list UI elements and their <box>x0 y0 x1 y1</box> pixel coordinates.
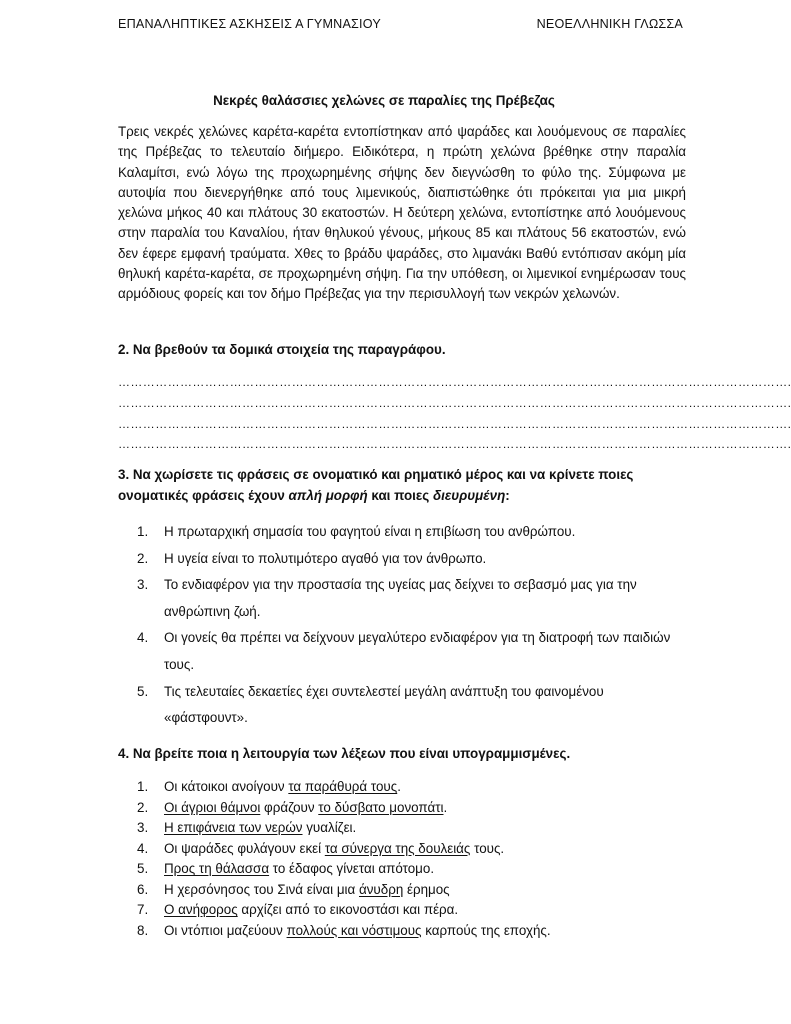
header-left: ΕΠΑΝΑΛΗΠΤΙΚΕΣ ΑΣΚΗΣΕΙΣ Α ΓΥΜΝΑΣΙΟΥ <box>118 17 381 31</box>
item-text: καρπούς της εποχής. <box>421 922 551 938</box>
list-item <box>137 625 689 678</box>
item-number: 1. <box>137 779 149 794</box>
q3-heading-text: : <box>505 487 510 503</box>
q2-heading: 2. Να βρεθούν τα δομικά στοιχεία της παραγράφου. <box>118 342 446 357</box>
item-text: τους. <box>470 840 505 856</box>
article-body: Τρεις νεκρές χελώνες καρέτα-καρέτα εντοπίστηκαν από ψαράδες και λουόμενους σε παραλίες της Πρέβεζας το τελευταίο διήμερο. Ειδικότερα, η πρώτη χελώνα βρέθηκε στην παραλία Καλαμίτσι, ενώ λόγω της προχωρημένης σήψης δεν διεγνώσθη το φύλο της. Σύμφωνα με αυτοψία που διενεργήθηκε από τους λιμενικούς, διαπιστώθηκε ότι πρόκειται για μια μικρή χελώνα μήκος 40 και πλάτους 30 εκατοστών. Η δεύτερη χελώνα, εντοπίστηκε από λουόμενους στην παραλία του Καναλίου, ήταν θηλυκού γένους, μήκους 85 και πλάτους 56 εκατοστών, ενώ δεν έφερε εμφανή τραύματα. Χθες το βράδυ ψαράδες, στο λιμανάκι Βαθύ εντόπισαν ακόμη μία θηλυκή καρέτα-καρέτα, σε προχωρημένη σήψη. Για την υπόθεση, οι λιμενικοί ενημέρωσαν τους αρμόδιους φορείς και τον δήμο Πρέβεζας για την περισυλλογή των νεκρών χελωνών. <box>118 124 686 302</box>
underlined-phrase: πολλούς και νόστιμους <box>286 922 422 938</box>
q4-list <box>137 777 689 941</box>
item-text: αρχίζει από το εικονοστάσι και πέρα. <box>237 902 459 917</box>
q3-heading <box>118 465 688 506</box>
q4-heading: 4. Να βρείτε ποια η λειτουργία των λέξεων που είναι υπογραμμισμένες. <box>118 746 571 761</box>
list-item <box>137 880 689 901</box>
q3-heading-emphasis: απλή μορφή <box>288 487 368 503</box>
list-item <box>137 818 689 839</box>
list-item <box>137 900 689 921</box>
item-number: 1. <box>137 524 149 539</box>
item-number: 2. <box>137 799 149 815</box>
item-text: Οι ντόπιοι μαζεύουν <box>164 922 287 938</box>
item-text: το έδαφος γίνεται απότομο. <box>269 861 435 876</box>
item-number: 5. <box>137 861 149 876</box>
item-number: 8. <box>137 922 149 938</box>
underlined-phrase: το δύσβατο μονοπάτι <box>318 799 444 815</box>
underlined-phrase: τα σύνεργα της δουλειάς <box>324 840 471 856</box>
header-right: ΝΕΟΕΛΛΗΝΙΚΗ ΓΛΩΣΣΑ <box>536 17 683 31</box>
item-text: Οι γονείς θα πρέπει να δείχνουν μεγαλύτερο ενδιαφέρον για τη διατροφή των παιδιών τους. <box>164 630 671 672</box>
list-item <box>137 777 689 798</box>
answer-line[interactable]: ………………………………………………………………………………………………………………………………………………. <box>118 396 791 410</box>
answer-line[interactable]: ………………………………………………………………………………………………………………………………………………. <box>118 437 791 451</box>
list-item <box>137 519 689 546</box>
list-item <box>137 839 689 860</box>
item-number: 2. <box>137 550 149 566</box>
list-item <box>137 798 689 819</box>
list-item <box>137 859 689 880</box>
q3-heading-emphasis: διευρυμένη <box>432 487 506 503</box>
list-item <box>137 572 689 625</box>
answer-line[interactable]: ………………………………………………………………………………………………………………………………………………. <box>118 417 791 431</box>
page-header <box>118 17 683 31</box>
underlined-phrase: άνυδρη <box>358 881 404 897</box>
item-text: Η υγεία είναι το πολυτιμότερο αγαθό για τον άνθρωπο. <box>164 550 487 566</box>
item-text: Η πρωταρχική σημασία του φαγητού είναι η επιβίωση του ανθρώπου. <box>164 524 576 539</box>
item-text: γυαλίζει. <box>302 820 357 835</box>
article-title: Νεκρές θαλάσσιες χελώνες σε παραλίες της Πρέβεζας <box>213 93 555 108</box>
list-item <box>137 921 689 942</box>
item-text: έρημος <box>403 881 450 897</box>
item-number: 3. <box>137 820 149 835</box>
item-text: Το ενδιαφέρον για την προστασία της υγείας μας δείχνει το σεβασμό μας για την ανθρώπινη ζωή. <box>164 577 637 619</box>
underlined-phrase: τα παράθυρά τους <box>288 779 398 794</box>
item-number: 6. <box>137 881 149 897</box>
item-text: . <box>397 779 401 794</box>
item-text: . <box>443 799 448 815</box>
list-item <box>137 679 689 732</box>
item-number: 4. <box>137 630 149 646</box>
answer-line[interactable]: ………………………………………………………………………………………………………………………………………………. <box>118 375 791 389</box>
underlined-phrase: Οι άγριοι θάμνοι <box>164 799 261 815</box>
item-text: φράζουν <box>260 799 319 815</box>
item-text: Τις τελευταίες δεκαετίες έχει συντελεστεί μεγάλη ανάπτυξη του φαινομένου «φάστφουντ». <box>164 683 604 726</box>
item-text: Οι ψαράδες φυλάγουν εκεί <box>164 840 325 856</box>
item-text: Οι κάτοικοι ανοίγουν <box>164 779 289 794</box>
q3-heading-text: και ποιες <box>367 487 433 503</box>
item-text: Η χερσόνησος του Σινά είναι μια <box>164 881 359 897</box>
item-number: 5. <box>137 683 149 699</box>
underlined-phrase: Ο ανήφορος <box>164 902 238 917</box>
q3-list <box>137 519 689 732</box>
item-number: 3. <box>137 577 149 593</box>
underlined-phrase: Προς τη θάλασσα <box>164 861 270 876</box>
item-number: 4. <box>137 840 149 856</box>
list-item <box>137 546 689 573</box>
item-number: 7. <box>137 902 149 917</box>
q3-heading-text: 3. Να χωρίσετε τις φράσεις σε ονοματικό και ρηματικό μέρος και να κρίνετε ποιες ονοματικές φράσεις έχουν <box>118 467 634 503</box>
underlined-phrase: Η επιφάνεια των νερών <box>164 820 303 835</box>
